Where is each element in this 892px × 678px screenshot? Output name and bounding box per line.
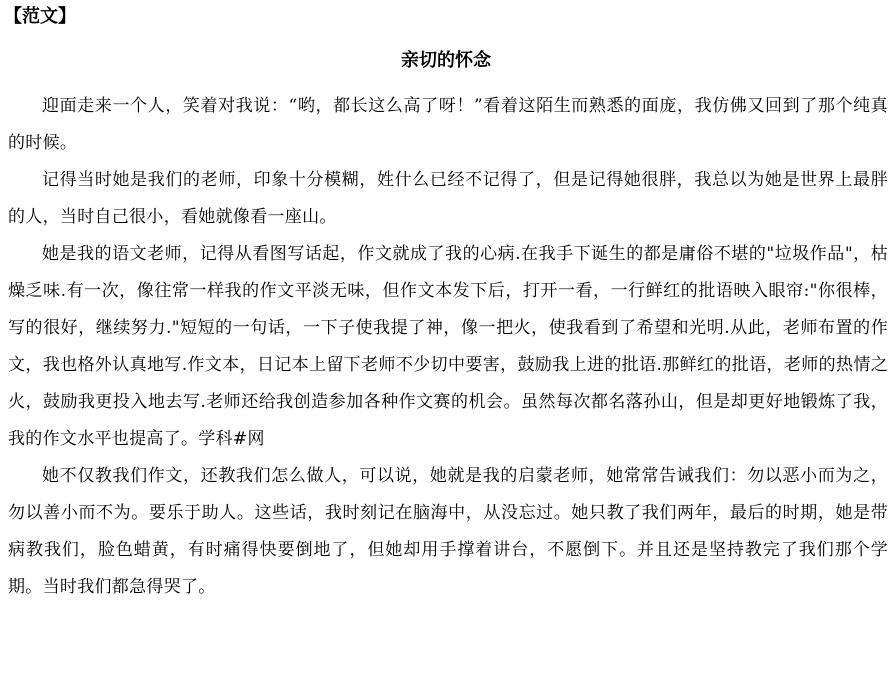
- paragraph-1: 迎面走来一个人，笑着对我说：“哟，都长这么高了呀！”看着这陌生而熟悉的面庞，我仿佛又回到了那个纯真的时候。: [8, 96, 888, 153]
- paragraph-2: 记得当时她是我们的老师，印象十分模糊，姓什么已经不记得了，但是记得她很胖，我总以为她是世界上最胖的人，当时自己很小，看她就像看一座山。: [8, 170, 888, 227]
- paragraph-4: 她不仅教我们作文，还教我们怎么做人，可以说，她就是我的启蒙老师，她常常告诫我们：勿以恶小而为之，勿以善小而不为。要乐于助人。这些话，我时刻记在脑海中，从没忘过。她只教了我们两年，最后的时期，她是带病教我们，脸色蜡黄，有时痛得快要倒地了，但她却用手撑着讲台，不愿倒下。并且还是坚持教完了我们那个学期。当时我们都急得哭了。: [8, 466, 888, 597]
- essay-title: 亲切的怀念: [401, 50, 491, 71]
- essay-body: [8, 88, 888, 606]
- paragraph-3: 她是我的语文老师，记得从看图写话起，作文就成了我的心病.在我手下诞生的都是庸俗不堪的"垃圾作品"，枯燥乏味.有一次，像往常一样我的作文平淡无味，但作文本发下后，打开一看，一行鲜红的批语映入眼帘:"你很棒，写的很好，继续努力."短短的一句话，一下子使我提了神，像一把火，使我看到了希望和光明.从此，老师布置的作文，我也格外认真地写.作文本，日记本上留下老师不少切中要害，鼓励我上进的批语.那鲜红的批语，老师的热情之火，鼓励我更投入地去写.老师还给我创造参加各种作文赛的机会。虽然每次都名落孙山，但是却更好地锻炼了我，我的作文水平也提高了。学科#网: [8, 244, 888, 449]
- section-label: 【范文】: [4, 6, 76, 27]
